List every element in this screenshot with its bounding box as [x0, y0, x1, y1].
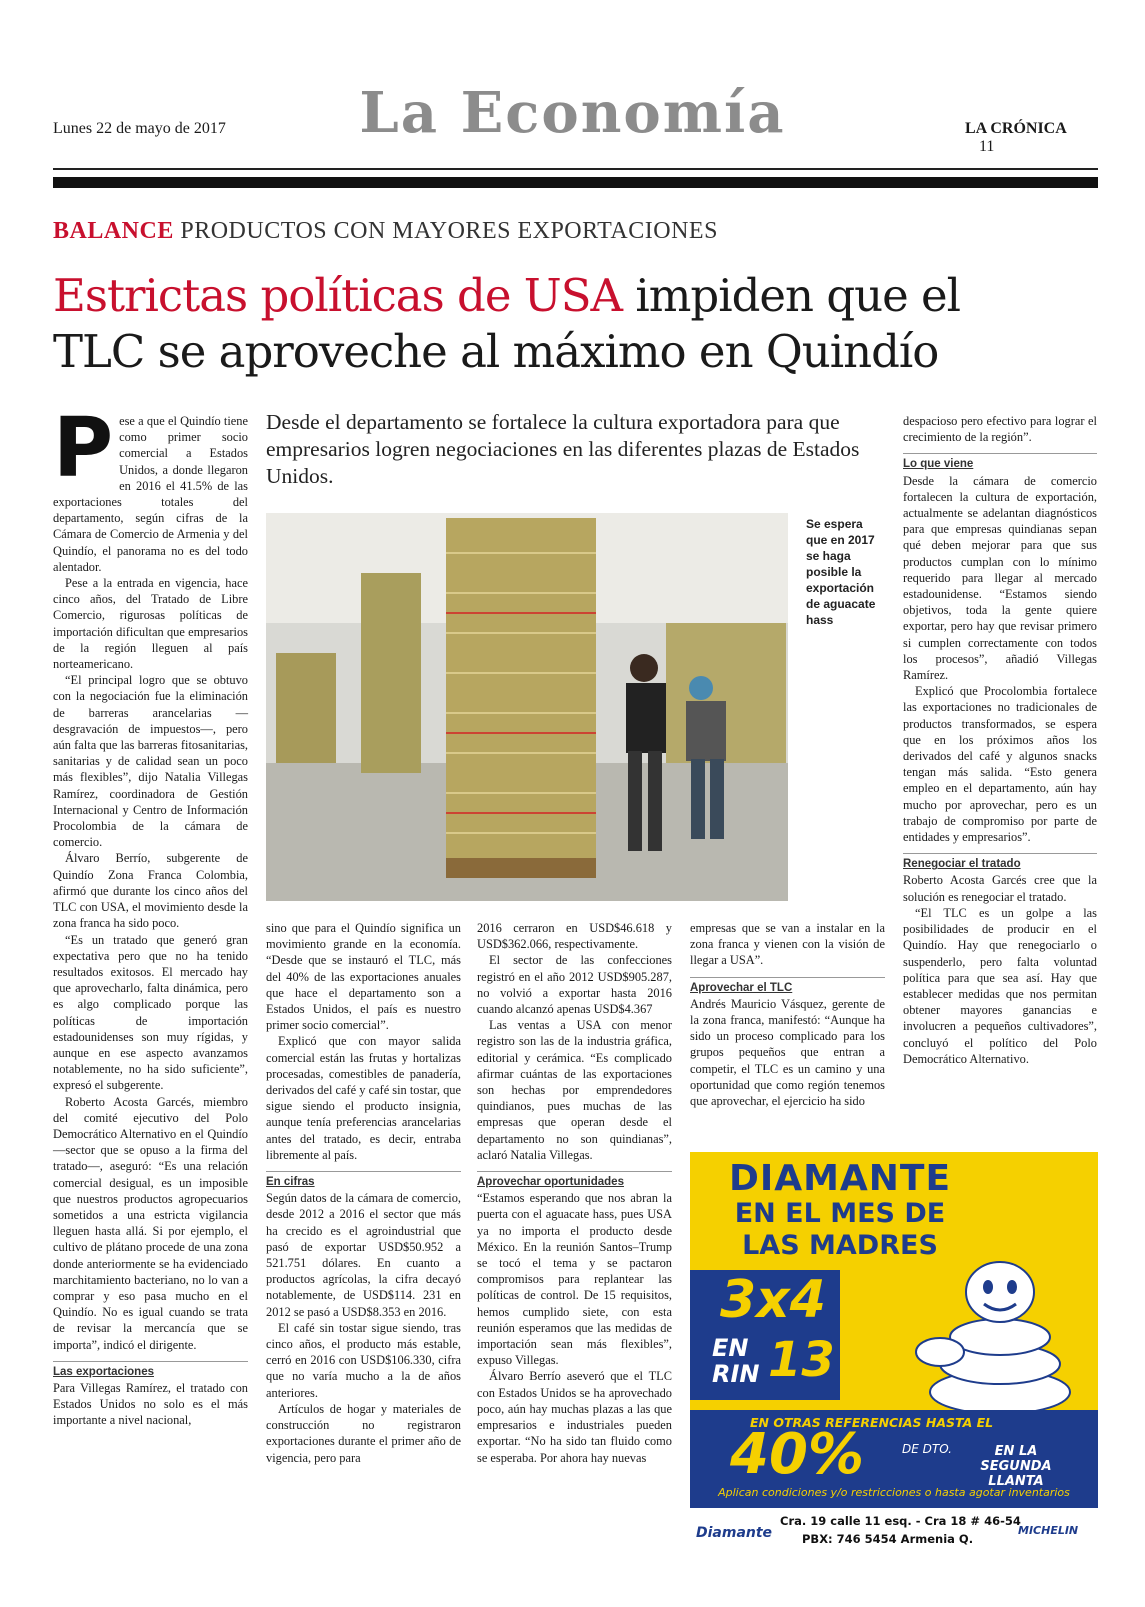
column-2	[266, 920, 461, 1466]
ad-percent: 40%	[730, 1422, 865, 1487]
ad-phone: PBX: 746 5454 Armenia Q.	[802, 1532, 974, 1546]
michelin-man-icon	[910, 1242, 1090, 1422]
col1-para-4: Álvaro Berrío, subgerente de Quindío Zona Franca Colombia, afirmó que durante los cinco años del TLC con USA, el movimiento desde la zona franca ha sido poco.	[53, 851, 248, 931]
header-rule-thin	[53, 168, 1098, 170]
advertisement	[690, 1152, 1098, 1559]
subhead-tlc: Aprovechar el TLC	[690, 977, 885, 996]
col4-para-2: Andrés Mauricio Vásquez, gerente de la zona franca, manifestó: “Aunque ha sido un proceso complicado para los grupos pequeños que entran a competir, el TLC es un camino y una oportunidad que como región tenemos que aprovechar, el ejercicio ha sido	[690, 996, 885, 1109]
headline-line2: TLC se aproveche al máximo en Quindío	[53, 325, 939, 378]
headline-rest: impiden que el	[622, 269, 961, 322]
col5-para-4: Roberto Acosta Garcés cree que la solución es renegociar el tratado.	[903, 873, 1097, 904]
col1-para-6: Roberto Acosta Garcés, miembro del comité ejecutivo del Polo Democrático Alternativo en el Quindío —sector que se opuso a la firma del tratado—, aseguró: “Es una relación comercial desigual, es un imposible que nuestros productos agropecuarios sometidos a una estricta vigilancia lleguen hasta allá. Si por ejemplo, el cultivo de plátano procede de una zona donde anteriormente se ha evidenciado marchitamiento bacteriano, no lo van a comprar y eso pasa mucho en el Quindío. No es igual cuando se trata de revisar la mercancía que se importa”, indicó el dirigente.	[53, 1094, 248, 1352]
subhead-lo-que-viene: Lo que viene	[903, 453, 1097, 472]
col4-para-1: empresas que se van a instalar en la zona franca y vienen con la visión de llegar a USA”.	[690, 921, 885, 968]
col2-para-5: Artículos de hogar y materiales de construcción no registraron exportaciones durante el primer año de vigencia, pero para	[266, 1401, 461, 1465]
ad-dto: DE DTO.	[902, 1442, 952, 1456]
col2-para-1: sino que para el Quindío significa un movimiento grande en la economía. “Desde que se instauró el TLC, más del 40% de las exportaciones anuales que hace el departamento son a Estados Unidos, el país es nuestro primer socio comercial”.	[266, 921, 461, 1033]
col5-para-5: “El TLC es un golpe a las posibilidades de producir en el Quindío. Hay que renegociarlo o suspenderlo, pero falta voluntad política para que sea así. Hay que establecer medidas que nos permitan obtener mayores ganancias e involucren a pequeños cultivadores”, concluyó el político del Polo Democrático Alternativo.	[903, 905, 1097, 1066]
col5-para-2: Desde la cámara de comercio fortalecen la cultura de exportación, actualmente se adelantan diagnósticos para que empresas quindianas sepan qué deben mejorar para que sus productos cumplan con lo mínimo requerido para llegar al mercado estadounidense. “Estamos siendo objetivos, toda la gente quiere exportar, pero hay que revisar primero si cumplen correctamente con todos los procesos”, añadió Villegas Ramírez.	[903, 473, 1097, 683]
column-3	[477, 920, 672, 1466]
headline-red: Estrictas políticas de USA	[53, 269, 623, 322]
col2-para-3: Según datos de la cámara de comercio, desde 2012 a 2016 el sector que más ha crecido es el agroindustrial que pasó de exportar USD$50.952 a 521.751 dólares. En cuanto a productos agrícolas, la cifra decayó notablemente, de USD$114. 231 en 2012 se pasó a USD$8.353 en 2016.	[266, 1191, 461, 1319]
col1-para-7: Para Villegas Ramírez, el tratado con Estados Unidos no solo es el más importante a nivel nacional,	[53, 1380, 248, 1428]
ad-promo: 3x4	[720, 1270, 826, 1330]
column-5	[903, 413, 1097, 1067]
kicker-tag: BALANCE	[53, 218, 174, 244]
col3-para-4: “Estamos esperando que nos abran la puerta con el aguacate hass, pues USA ya no importa el producto desde México. En la reunión Santos–Trump se tocó el tema y se pactaron compromisos para replantear las políticas de control. De 15 requisitos, hemos cumplido siete, con esta reunión esperamos que las medidas de importación sean más flexibles”, expuso Villegas.	[477, 1191, 672, 1368]
ad-line1: DIAMANTE	[728, 1158, 952, 1199]
col2-para-4: El café sin tostar sigue siendo, tras cinco años, el producto más estable, cerró en 2016 con USD$106.330, cifra que no varía mucho a la de años anteriores.	[266, 1320, 461, 1400]
col1-para-5: “Es un tratado que generó gran expectativa pero que no ha tenido resultados exitosos. El mercado hay que aprovecharlo, falta dinámica, pero es algo complicado porque las políticas de importación estadounidenses son muy rígidas, y aunque en ese aspecto avanzamos notablemente, no ha sido suficiente”, expresó el subgerente.	[53, 932, 248, 1093]
ad-line3: LAS MADRES	[742, 1230, 938, 1261]
photo-caption: Se espera que en 2017 se haga posible la exportación de aguacate hass	[806, 517, 876, 627]
ad-rin-number: 13	[768, 1332, 835, 1388]
diamante-logo: Diamante	[696, 1525, 773, 1541]
col5-para-1: despacioso pero efectivo para lograr el crecimiento de la región”.	[903, 414, 1097, 445]
col1-para-2: Pese a la entrada en vigencia, hace cinco años, del Tratado de Libre Comercio, rigurosas políticas de importación dificultan que empresarios de la región lleguen al país norteamericano.	[53, 576, 248, 672]
warehouse-illustration	[266, 513, 788, 901]
col1-p1-text: ese a que el Quindío tiene como primer socio comercial a Estados Unidos, a donde llegaron en 2016 el 41.5% de las exportaciones totales del departamento, según cifras de la Cámara de Comercio de Armenia y del Quindío, el panorama no es del todo alentador.	[53, 414, 248, 574]
col5-para-3: Explicó que Procolombia fortalece las exportaciones no tradicionales de productos transformados, se espera que en los próximos años los derivados del café y algunos snacks tengan más salida. “Esto genera empleo en el departamento, aún hay mucho por aprovechar, pero es un trabajo de compromiso por parte de entidades y empresarios”.	[903, 684, 1097, 845]
ad-en: EN	[712, 1334, 749, 1362]
michelin-logo: MICHELIN	[1018, 1524, 1079, 1537]
col1-para-1	[53, 401, 248, 575]
col3-para-3: Las ventas a USA con menor registro son las de la industria gráfica, editorial y cerámica. “Es complicado afirmar cuántas de las exportaciones son hechas por emprendedores quindianos, pues muchas de las empresas que operan desde el departamento no son quindianas”, aclaró Natalia Villegas.	[477, 1018, 672, 1162]
col2-para-2: Explicó que con mayor salida comercial están las frutas y hortalizas procesadas, comestibles de panadería, derivados del café y café sin tostar, que sigue siendo el producto insignia, aunque tenía preferencias arancelarias antes del tratado, es decir, entraba libremente al país.	[266, 1034, 461, 1162]
kicker-text: PRODUCTOS CON MAYORES EXPORTACIONES	[180, 218, 718, 244]
dropcap: P	[53, 401, 114, 496]
ad-conditions: Aplican condiciones y/o restricciones o hasta agotar inventarios	[718, 1486, 1070, 1499]
header-rule-thick	[53, 177, 1098, 188]
ad-segunda: EN LA SEGUNDA LLANTA	[980, 1444, 1052, 1489]
col3-para-1: 2016 cerraron en USD$46.618 y USD$362.066, respectivamente.	[477, 921, 672, 952]
subhead-cifras: En cifras	[266, 1171, 461, 1190]
column-1	[53, 401, 248, 1429]
kicker	[53, 218, 718, 245]
subhead-renegociar: Renegociar el tratado	[903, 853, 1097, 872]
section-title: La Economía	[359, 80, 786, 146]
ad-otras: EN OTRAS REFERENCIAS HASTA EL	[750, 1415, 994, 1430]
col3-para-2: El sector de las confecciones registró en el año 2012 USD$905.287, no volvió a exportar hasta 2016 cuando alcanzó apenas USD$4.367	[477, 953, 672, 1017]
subhead-exportaciones: Las exportaciones	[53, 1361, 248, 1380]
ad-address: Cra. 19 calle 11 esq. - Cra 18 # 46-54	[780, 1514, 1021, 1528]
column-4	[690, 920, 885, 1109]
paper-title: LA CRÓNICA	[965, 120, 1066, 137]
col3-para-5: Álvaro Berrío aseveró que el TLC con Estados Unidos se ha aprovechado poco, aún hay muchas plazas a las que empresarios e industriales pueden exportar. “No ha sido tan fluido como se esperaba. Por ahora hay nuevas	[477, 1369, 672, 1465]
ad-rin: RIN	[712, 1360, 760, 1388]
paper-name	[965, 120, 1095, 156]
page-number: 11	[979, 138, 995, 155]
col1-para-3: “El principal logro que se obtuvo con la negociación fue la eliminación de barreras arancelarias —desgravación de impuestos—, pero aún falta que las barreras fitosanitarias, sanitarias y de calidad sean un poco más flexibles”, dijo Natalia Villegas Ramírez, coordinadora de Gestión Internacional y Centro de Información Procolombia de la cámara de comercio.	[53, 673, 248, 850]
ad-line2: EN EL MES DE	[734, 1198, 946, 1229]
photo-warehouse	[266, 513, 788, 901]
header-date: Lunes 22 de mayo de 2017	[53, 120, 226, 137]
headline	[53, 268, 1103, 380]
subhead-oportunidades: Aprovechar oportunidades	[477, 1171, 672, 1190]
deck: Desde el departamento se fortalece la cultura exportadora para que empresarios logren negociaciones en las diferentes plazas de Estados Unidos.	[266, 410, 860, 488]
